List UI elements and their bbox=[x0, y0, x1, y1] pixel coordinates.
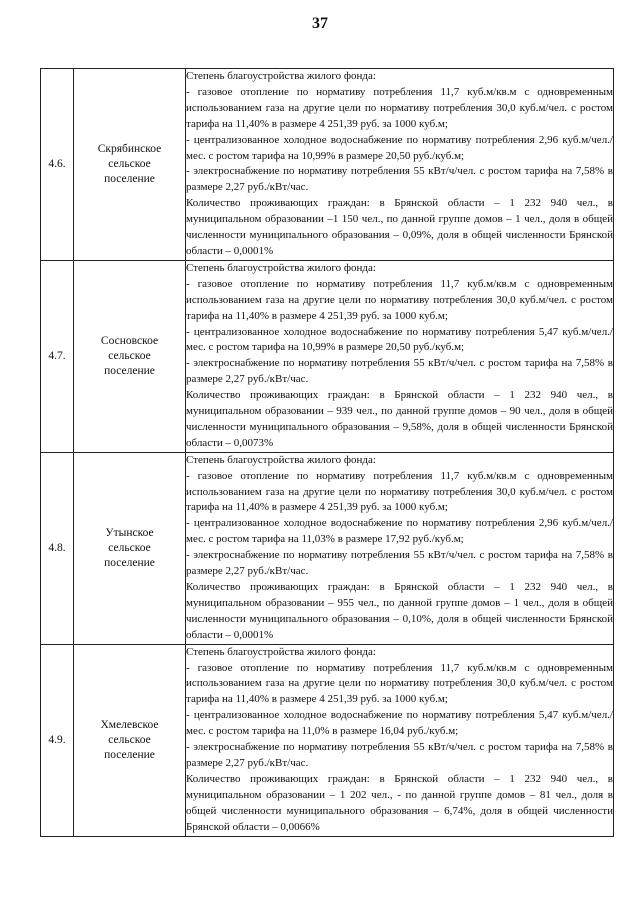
population-text: Количество проживающих граждан: в Брянской области – 1 232 940 чел., в муниципальном образовании – 955 чел., по данной группе домов – 1 чел., доля в общей численности муниципального образования – 0,10%, доля в общей численности Брянской области – 0,0001% bbox=[186, 581, 613, 641]
population-text: Количество проживающих граждан: в Брянской области – 1 232 940 чел., в муниципальном образовании – 939 чел., по данной группе домов – 90 чел., доля в общей численности муниципального образования – 9,58%, доля в общей численности Брянской области – 0,0073% bbox=[186, 389, 613, 449]
row-number: 4.7. bbox=[41, 260, 74, 452]
table-row bbox=[41, 644, 614, 836]
settlement-name-line: Скрябинское bbox=[97, 142, 162, 155]
cold-water-text: - централизованное холодное водоснабжение по нормативу потребления 2,96 куб.м/чел./мес. с ростом тарифа на 10,99% в размере 20,50 руб./куб.м; bbox=[186, 133, 613, 162]
settlement-name-line: поселение bbox=[104, 364, 155, 377]
gas-heating-text: - газовое отопление по нормативу потребления 11,7 куб.м/кв.м с одновременным использованием газа на другие цели по нормативу потребления 30,0 куб.м/чел. с ростом тарифа на 11,40% в размере 4 251,39 руб. за 1000 куб.м; bbox=[186, 85, 613, 130]
settlement-name bbox=[74, 452, 186, 644]
electricity-text: - электроснабжение по нормативу потребления 55 кВт/ч/чел. с ростом тарифа на 7,58% в размере 2,27 руб./кВт/час. bbox=[186, 165, 613, 194]
settlement-name-line: Утынское bbox=[105, 526, 154, 539]
description-cell bbox=[186, 69, 614, 261]
settlement-name-line: поселение bbox=[104, 556, 155, 569]
page-number: 37 bbox=[312, 15, 328, 32]
population-text: Количество проживающих граждан: в Брянской области – 1 232 940 чел., в муниципальном образовании –1 150 чел., по данной группе домов – 1 чел., доля в общей численности муниципального образования – 0,09%, доля в общей численности Брянской области – 0,0001% bbox=[186, 197, 613, 257]
settlement-name-line: сельское bbox=[108, 157, 151, 170]
housing-heading: Степень благоустройства жилого фонда: bbox=[186, 70, 376, 82]
table-row bbox=[41, 69, 614, 261]
settlement-name-line: поселение bbox=[104, 172, 155, 185]
description-cell bbox=[186, 644, 614, 836]
housing-heading: Степень благоустройства жилого фонда: bbox=[186, 261, 376, 274]
electricity-text: - электроснабжение по нормативу потребления 55 кВт/ч/чел. с ростом тарифа на 7,58% в размере 2,27 руб./кВт/час. bbox=[186, 549, 613, 578]
housing-heading: Степень благоустройства жилого фонда: bbox=[186, 453, 376, 466]
gas-heating-text: - газовое отопление по нормативу потребления 11,7 куб.м/кв.м с одновременным использованием газа на другие цели по нормативу потребления 30,0 куб.м/чел. с ростом тарифа на 11,40% в размере 4 251,39 руб. за 1000 куб.м; bbox=[186, 277, 613, 322]
gas-heating-text: - газовое отопление по нормативу потребления 11,7 куб.м/кв.м с одновременным использованием газа на другие цели по нормативу потребления 30,0 куб.м/чел. с ростом тарифа на 11,40% в размере 4 251,39 руб. за 1000 куб.м; bbox=[186, 469, 613, 514]
electricity-text: - электроснабжение по нормативу потребления 55 кВт/ч/чел. с ростом тарифа на 7,58% в размере 2,27 руб./кВт/час. bbox=[186, 741, 613, 769]
settlement-name-line: сельское bbox=[108, 733, 151, 746]
settlement-name bbox=[74, 260, 186, 452]
settlement-name bbox=[74, 644, 186, 836]
description-cell bbox=[186, 260, 614, 452]
settlement-name bbox=[74, 69, 186, 261]
row-number: 4.8. bbox=[41, 452, 74, 644]
cold-water-text: - централизованное холодное водоснабжение по нормативу потребления 5,47 куб.м/чел./мес. с ростом тарифа на 10,99% в размере 20,50 руб./куб.м; bbox=[186, 325, 613, 354]
settlement-name-line: Сосновское bbox=[100, 334, 159, 347]
cold-water-text: - централизованное холодное водоснабжение по нормативу потребления 2,96 куб.м/чел./мес. с ростом тарифа на 11,03% в размере 17,92 руб./куб.м; bbox=[186, 517, 613, 546]
settlement-name-line: сельское bbox=[108, 349, 151, 362]
electricity-text: - электроснабжение по нормативу потребления 55 кВт/ч/чел. с ростом тарифа на 7,58% в размере 2,27 руб./кВт/час. bbox=[186, 357, 613, 386]
row-number: 4.9. bbox=[41, 644, 74, 836]
cold-water-text: - централизованное холодное водоснабжение по нормативу потребления 5,47 куб.м/чел./мес. с ростом тарифа на 11,0% в размере 16,04 руб./куб.м; bbox=[186, 709, 613, 738]
table-row bbox=[41, 452, 614, 644]
description-cell bbox=[186, 452, 614, 644]
table-row bbox=[41, 260, 614, 452]
row-number: 4.6. bbox=[41, 69, 74, 261]
settlements-table bbox=[40, 68, 614, 837]
housing-heading: Степень благоустройства жилого фонда: bbox=[186, 645, 376, 658]
settlement-name-line: поселение bbox=[104, 748, 155, 761]
settlement-name-line: сельское bbox=[108, 541, 151, 554]
population-text: Количество проживающих граждан: в Брянской области – 1 232 940 чел., в муниципальном образовании – 1 202 чел., - по данной группе домов – 81 чел., доля в общей численности муниципального образования – 6,74%, доля в общей численности Брянской области – 0,0066% bbox=[186, 772, 613, 833]
gas-heating-text: - газовое отопление по нормативу потребления 11,7 куб.м/кв.м с одновременным использованием газа на другие цели по нормативу потребления 30,0 куб.м/чел. с ростом тарифа на 11,40% в размере 4 251,39 руб. за 1000 куб.м; bbox=[186, 661, 613, 706]
settlement-name-line: Хмелевское bbox=[100, 718, 159, 731]
